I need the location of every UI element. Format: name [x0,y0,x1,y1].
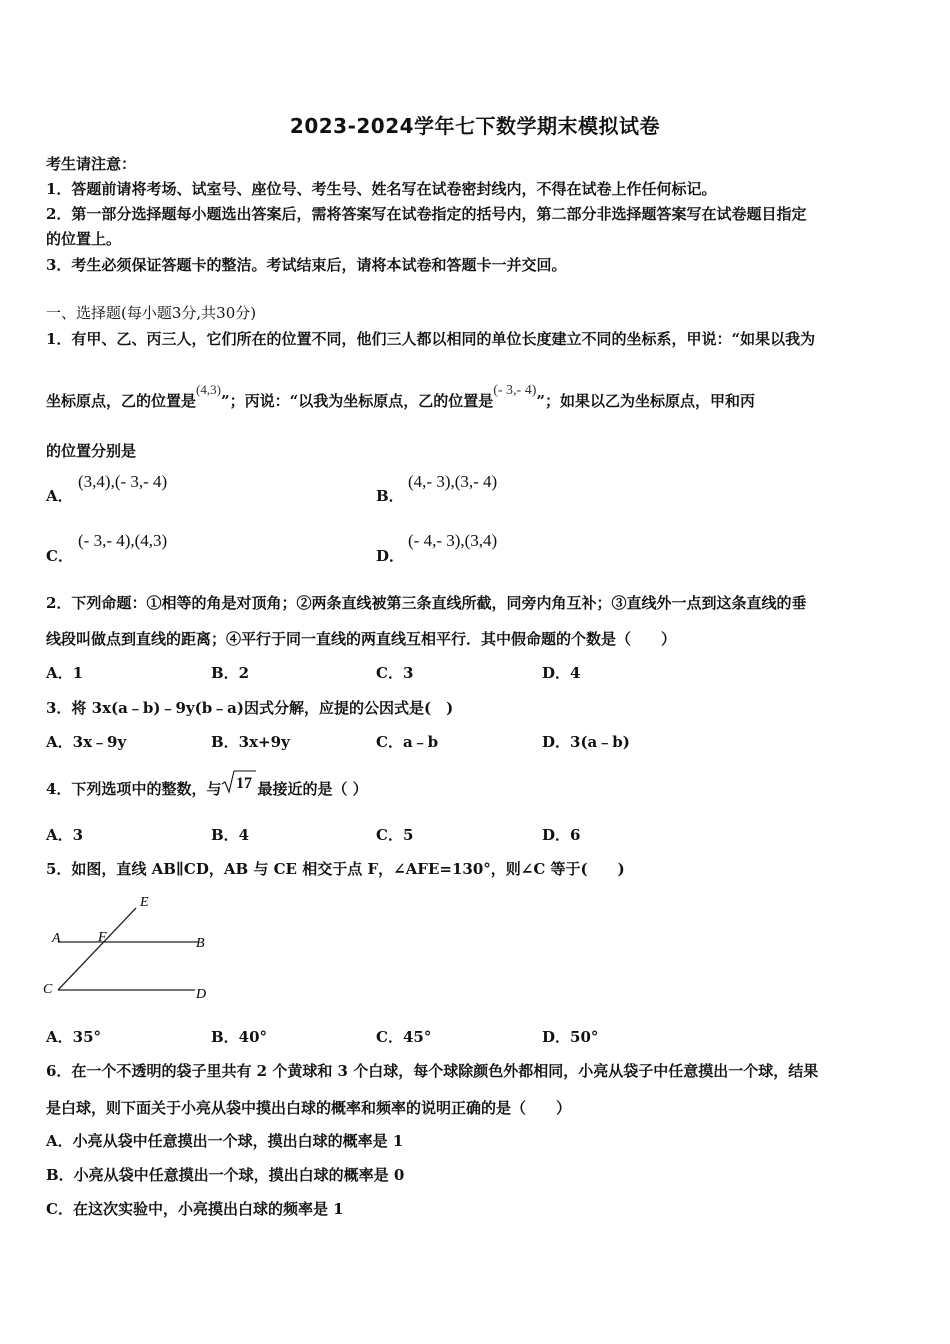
notice-item-1: 1．答题前请将考场、试室号、座位号、考生号、姓名写在试卷密封线内，不得在试卷上作任何标记。 [46,180,717,198]
q3-option-d: D．3(a﹣b) [542,733,630,751]
q2-option-d: D．4 [542,664,581,682]
q6-option-c: C．在这次实验中，小亮摸出白球的频率是 1 [46,1200,344,1218]
q3-option-c: C．a﹣b [376,733,439,751]
label-c: C [43,982,53,997]
q1-option-b-value: (4,- 3),(3,- 4) [408,472,498,491]
q2-line-2: 线段叫做点到直线的距离；④平行于同一直线的两直线互相平行．其中假命题的个数是（ ） [46,630,677,648]
q1-coord-1: (4,3) [196,382,221,397]
page-title: 2023-2024学年七下数学期末模拟试卷 [289,114,661,138]
section-heading: 一、选择题(每小题3分,共30分) [46,304,257,322]
q1-option-d-label: D． [376,547,405,565]
label-a: A [52,931,61,946]
q1-text-a: 坐标原点，乙的位置是 [46,392,197,410]
q5-option-b: B．40° [211,1028,268,1046]
q2-option-a: A．1 [46,664,84,682]
notice-item-2-cont: 的位置上。 [46,230,122,248]
q5-option-a: A．35° [46,1028,102,1046]
q3-option-b: B．3x+9y [211,733,290,751]
q4-option-c: C．5 [376,826,414,844]
q5-line-1: 5．如图，直线 AB∥CD，AB 与 CE 相交于点 F，∠AFE=130°，则∠C 等于( ) [46,860,625,878]
label-e: E [140,895,149,910]
label-f: F [98,930,107,945]
q3-line-1: 3．将 3x(a﹣b)﹣9y(b﹣a)因式分解，应提的公因式是( ) [46,699,454,717]
q2-option-c: C．3 [376,664,414,682]
notice-item-2: 2．第一部分选择题每小题选出答案后，需将答案写在试卷指定的括号内，第二部分非选择题答案写在试卷题目指定 [46,205,807,223]
q1-option-a-value: (3,4),(- 3,- 4) [78,472,168,491]
q1-line-1: 1．有甲、乙、丙三人，它们所在的位置不同，他们三人都以相同的单位长度建立不同的坐标系，甲说：“如果以我为 [46,330,816,348]
q4-text-a: 4．下列选项中的整数，与 [46,780,222,798]
q5-option-d: D．50° [542,1028,599,1046]
label-d: D [196,987,207,1002]
sqrt-symbol-icon [221,769,257,795]
q6-line-2: 是白球，则下面关于小亮从袋中摸出白球的概率和频率的说明正确的是（ ） [46,1099,572,1117]
q1-text-b: ”；丙说：“以我为坐标原点，乙的位置是 [220,392,494,410]
q6-option-b: B．小亮从袋中任意摸出一个球，摸出白球的概率是 0 [46,1166,405,1184]
q4-option-b: B．4 [211,826,250,844]
parallel-lines-figure [40,890,220,1010]
q1-line-3: 的位置分别是 [46,442,137,460]
q1-line-2 [46,382,906,411]
q1-option-c-value: (- 3,- 4),(4,3) [78,531,168,550]
q4-option-a: A．3 [46,826,84,844]
label-b: B [196,936,205,951]
q1-text-c: ”；如果以乙为坐标原点，甲和丙 [536,392,755,410]
q2-option-b: B．2 [211,664,250,682]
q3-option-a: A．3x﹣9y [46,733,127,751]
q1-option-b-label: B． [376,487,404,505]
q5-option-c: C．45° [376,1028,432,1046]
q6-option-a: A．小亮从袋中任意摸出一个球，摸出白球的概率是 1 [46,1132,404,1150]
line-ce [58,908,136,990]
notice-item-3: 3．考生必须保证答题卡的整洁。考试结束后，请将本试卷和答题卡一并交回。 [46,256,567,274]
sqrt-radicand: 17 [236,775,253,792]
q4-option-d: D．6 [542,826,581,844]
q1-option-d-value: (- 4,- 3),(3,4) [408,531,498,550]
q1-option-c-label: C． [46,547,73,565]
q2-line-1: 2．下列命题：①相等的角是对顶角；②两条直线被第三条直线所截，同旁内角互补；③直线外一点到这条直线的垂 [46,594,807,612]
q4-text-b: 最接近的是（ ） [257,780,368,798]
notice-heading: 考生请注意： [46,155,137,173]
q4-line-1 [46,777,906,803]
q1-option-a-label: A． [46,487,73,505]
q1-coord-2: (- 3,- 4) [493,383,537,398]
sqrt-expression [221,769,257,795]
q6-line-1: 6．在一个不透明的袋子里共有 2 个黄球和 3 个白球，每个球除颜色外都相同，小亮从袋子中任意摸出一个球，结果 [46,1062,819,1080]
